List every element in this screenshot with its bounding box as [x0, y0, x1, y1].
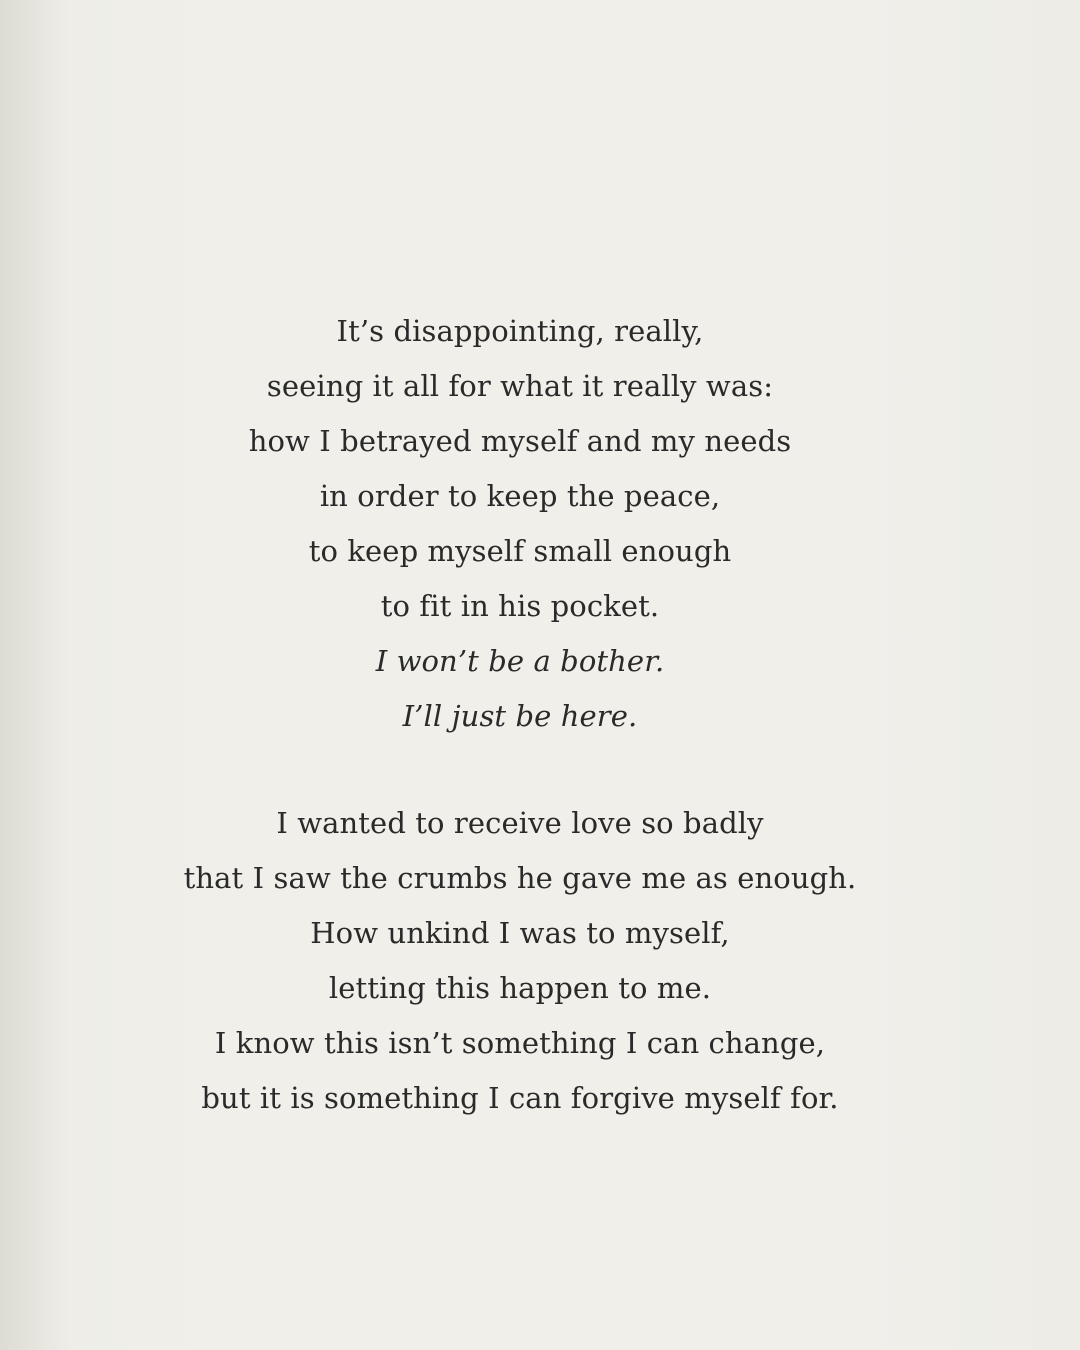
- poem: [0, 304, 1040, 1126]
- stanza-break: [0, 744, 1040, 796]
- poem-line: but it is something I can forgive myself for.: [201, 1081, 839, 1115]
- poem-line: that I saw the crumbs he gave me as enough.: [183, 861, 857, 895]
- poem-line: how I betrayed myself and my needs: [248, 424, 792, 458]
- poem-line: letting this happen to me.: [328, 971, 712, 1005]
- poem-line: I wanted to receive love so badly: [276, 806, 764, 840]
- poem-line: in order to keep the peace,: [319, 479, 721, 513]
- poem-line: seeing it all for what it really was:: [266, 369, 774, 403]
- poem-line: I know this isn’t something I can change,: [214, 1026, 826, 1060]
- poem-line-italic: I’ll just be here.: [402, 699, 638, 733]
- poem-line: to keep myself small enough: [308, 534, 732, 568]
- poem-line: How unkind I was to myself,: [310, 916, 730, 950]
- poem-line: It’s disappointing, really,: [336, 314, 704, 348]
- poem-line: to fit in his pocket.: [380, 589, 660, 623]
- poem-line-italic: I won’t be a bother.: [375, 644, 665, 678]
